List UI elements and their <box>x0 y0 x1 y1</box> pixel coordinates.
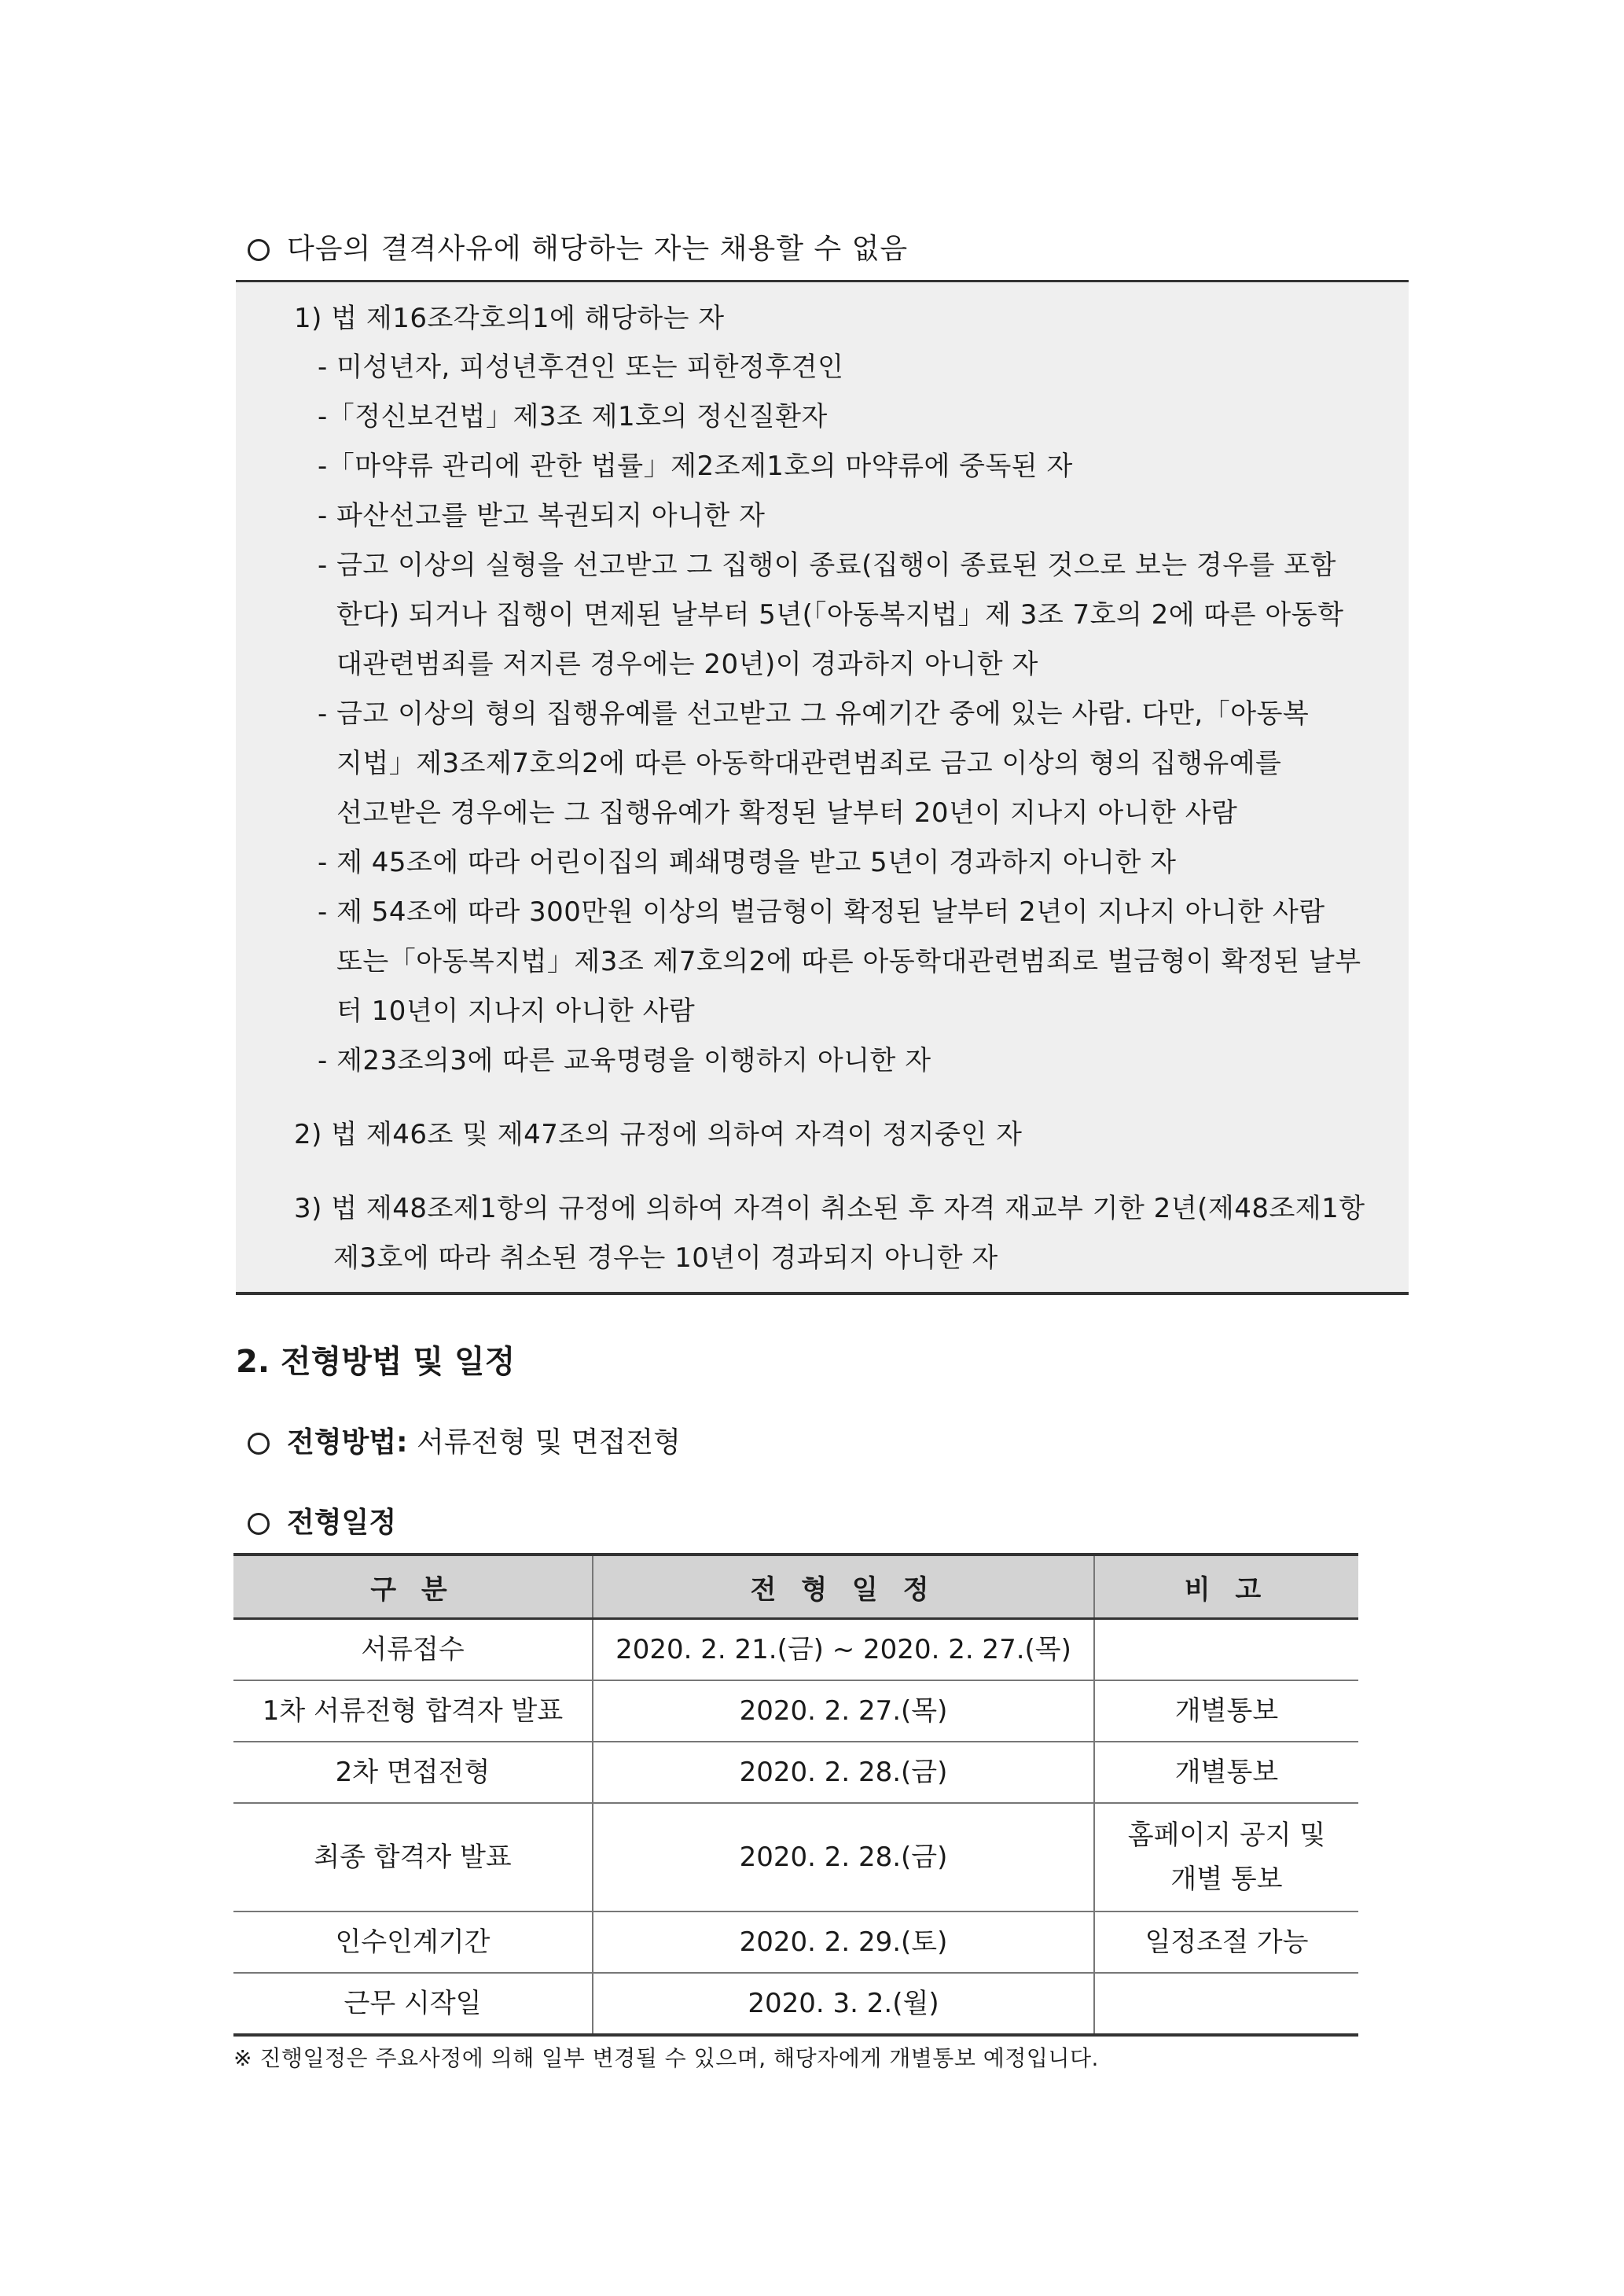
row-note: 개별통보 <box>1094 1742 1358 1803</box>
table-row <box>233 1911 1358 1973</box>
method-value: 서류전형 및 면접전형 <box>416 1426 681 1459</box>
item1-line: 한다) 되거나 집행이 면제된 날부터 5년(「아동복지법」제 3조 7호의 2에 따른 아동학 <box>336 599 1344 631</box>
table-row <box>233 1680 1358 1742</box>
item1-line: -「마약류 관리에 관한 법률」제2조제1호의 마약류에 중독된 자 <box>318 451 1073 482</box>
row-category: 최종 합격자 발표 <box>233 1803 593 1911</box>
item2: 2) 법 제46조 및 제47조의 규정에 의하여 자격이 정지중인 자 <box>294 1119 1023 1150</box>
row-note <box>1094 1973 1358 2035</box>
header-category: 구 분 <box>233 1555 593 1619</box>
row-date: 2020. 2. 28.(금) <box>593 1742 1094 1803</box>
row-category: 인수인계기간 <box>233 1911 593 1973</box>
row-note: 일정조절 가능 <box>1094 1911 1358 1973</box>
table-row <box>233 1973 1358 2035</box>
circle-bullet-icon <box>248 1513 270 1535</box>
disqualification-box <box>236 280 1409 1295</box>
table-row <box>233 1742 1358 1803</box>
footnote: ※ 진행일정은 주요사정에 의해 일부 변경될 수 있으며, 해당자에게 개별통보 예정입니다. <box>233 2045 1099 2071</box>
row-category: 근무 시작일 <box>233 1973 593 2035</box>
row-date: 2020. 2. 28.(금) <box>593 1803 1094 1911</box>
disqualification-heading <box>248 226 908 267</box>
table-row <box>233 1619 1358 1681</box>
item1-line: 선고받은 경우에는 그 집행유예가 확정된 날부터 20년이 지나지 아니한 사람 <box>336 797 1238 829</box>
item1-line: -「정신보건법」제3조 제1호의 정신질환자 <box>318 401 828 432</box>
row-category: 서류접수 <box>233 1619 593 1681</box>
circle-bullet-icon <box>248 1433 270 1455</box>
item1-line: - 파산선고를 받고 복권되지 아니한 자 <box>318 500 766 532</box>
section-title: 2. 전형방법 및 일정 <box>236 1344 516 1380</box>
disqualification-heading-text: 다음의 결격사유에 해당하는 자는 채용할 수 없음 <box>287 233 909 265</box>
header-note: 비 고 <box>1094 1555 1358 1619</box>
item1-line: 또는「아동복지법」제3조 제7호의2에 따른 아동학대관련범죄로 벌금형이 확정된 날부 <box>336 946 1361 977</box>
row-category: 2차 면접전형 <box>233 1742 593 1803</box>
schedule-table <box>233 1553 1358 2037</box>
item3-line: 3) 법 제48조제1항의 규정에 의하여 자격이 취소된 후 자격 재교부 기한 2년(제48조제1항 <box>294 1193 1365 1224</box>
row-note: 개별통보 <box>1094 1680 1358 1742</box>
item1-line: - 제 54조에 따라 300만원 이상의 벌금형이 확정된 날부터 2년이 지나지 아니한 사람 <box>318 896 1325 928</box>
item1-line: - 미성년자, 피성년후견인 또는 피한정후견인 <box>318 351 844 383</box>
schedule-label: 전형일정 <box>287 1507 397 1539</box>
item1-title: 1) 법 제16조각호의1에 해당하는 자 <box>294 303 725 334</box>
table-header-row <box>233 1555 1358 1619</box>
row-date: 2020. 2. 29.(토) <box>593 1911 1094 1973</box>
item1-line: 지법」제3조제7호의2에 따른 아동학대관련범죄로 금고 이상의 형의 집행유예를 <box>336 748 1282 779</box>
item1-line: - 금고 이상의 형의 집행유예를 선고받고 그 유예기간 중에 있는 사람. 다만,「아동복 <box>318 698 1310 730</box>
row-note-line: 개별 통보 <box>1170 1864 1283 1895</box>
item3-line: 제3호에 따라 취소된 경우는 10년이 경과되지 아니한 자 <box>333 1242 998 1274</box>
item1-line: - 제23조의3에 따른 교육명령을 이행하지 아니한 자 <box>318 1045 931 1076</box>
item1-line: - 제 45조에 따라 어린이집의 폐쇄명령을 받고 5년이 경과하지 아니한 자 <box>318 847 1177 878</box>
item1-line: 대관련범죄를 저지른 경우에는 20년)이 경과하지 아니한 자 <box>336 649 1038 680</box>
row-category: 1차 서류전형 합격자 발표 <box>233 1680 593 1742</box>
item1-line: 터 10년이 지나지 아니한 사람 <box>336 995 696 1027</box>
row-note-line: 홈페이지 공지 및 <box>1127 1820 1326 1851</box>
row-date: 2020. 3. 2.(월) <box>593 1973 1094 2035</box>
row-note <box>1094 1803 1358 1911</box>
row-note <box>1094 1619 1358 1681</box>
row-date: 2020. 2. 27.(목) <box>593 1680 1094 1742</box>
item1-line: - 금고 이상의 실형을 선고받고 그 집행이 종료(집행이 종료된 것으로 보는 경우를 포함 <box>318 550 1336 581</box>
header-date: 전 형 일 정 <box>593 1555 1094 1619</box>
schedule-label-line <box>248 1500 396 1540</box>
method-line <box>248 1420 681 1460</box>
circle-bullet-icon <box>248 239 270 261</box>
method-label: 전형방법: <box>287 1426 408 1459</box>
table-row <box>233 1803 1358 1911</box>
row-date: 2020. 2. 21.(금) ~ 2020. 2. 27.(목) <box>593 1619 1094 1681</box>
